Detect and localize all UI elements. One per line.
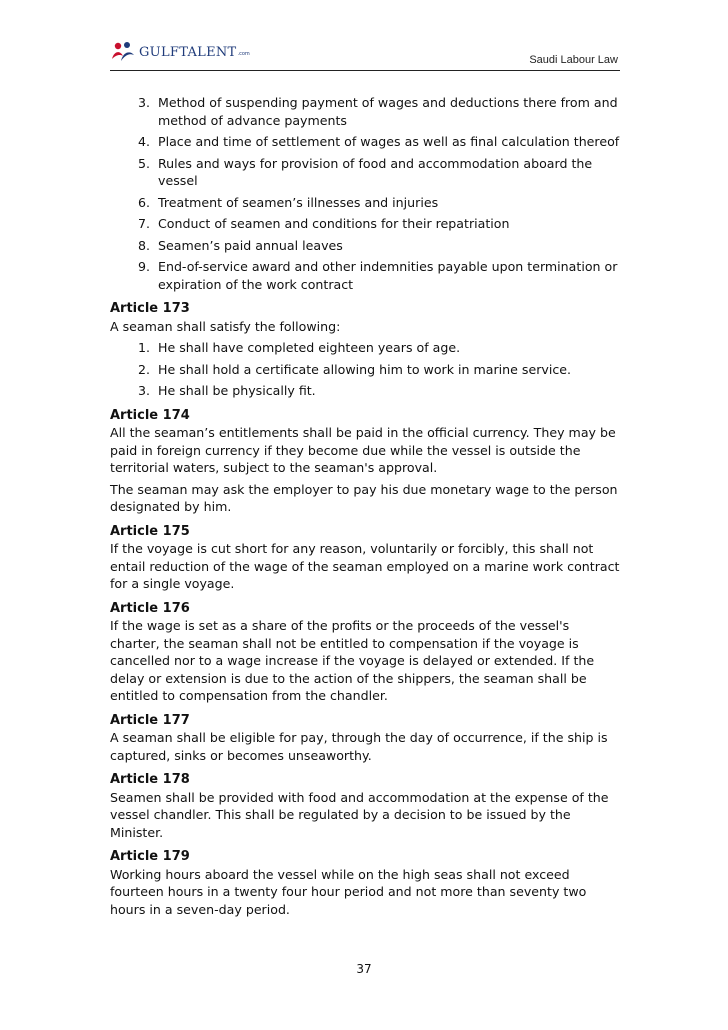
article-title: Article 176	[110, 600, 190, 616]
article-173	[110, 300, 622, 400]
article-title: Article 178	[110, 772, 190, 787]
list-item: 2. He shall hold a certificate allowing him to work in marine service.	[154, 361, 622, 379]
logo-wordmark: GULFTALENT	[139, 44, 237, 60]
article-176	[110, 600, 622, 705]
logo-suffix: .com	[237, 51, 250, 57]
list-item: 6. Treatment of seamen’s illnesses and injuries	[154, 194, 622, 212]
document-title: Saudi Labour Law	[529, 54, 618, 66]
article-title: Article 174	[110, 407, 190, 423]
list-item: 1. He shall have completed eighteen years of age.	[154, 339, 622, 357]
article-title: Article 173	[110, 301, 190, 316]
article-list	[110, 339, 622, 400]
article-paragraph: A seaman shall be eligible for pay, through the day of occurrence, if the ship is captured, sinks or becomes unseaworthy.	[110, 730, 608, 763]
article-paragraph: All the seaman’s entitlements shall be paid in the official currency. They may be paid in foreign currency if they become due while the vessel is outside the territorial waters, subject to the seaman's approval.	[110, 425, 616, 475]
article-paragraph: If the wage is set as a share of the profits or the proceeds of the vessel's charter, the seaman shall not be entitled to compensation if the voyage is cancelled nor to a wage increase if the voyage is delayed or extended. If the delay or extension is due to the action of the shippers, the seaman shall be entitled to compensation from the chandler.	[110, 618, 595, 703]
article-title: Article 177	[110, 712, 190, 728]
list-item: 4. Place and time of settlement of wages as well as final calculation thereof	[154, 133, 622, 151]
list-item: 3. Method of suspending payment of wages and deductions there from and method of advance payments	[154, 94, 622, 129]
article-paragraph: Seamen shall be provided with food and accommodation at the expense of the vessel chandler. This shall be regulated by a decision to be issued by the Minister.	[110, 789, 609, 840]
intro-list	[110, 94, 622, 293]
gulftalent-logo	[110, 38, 250, 66]
list-item: 3. He shall be physically fit.	[154, 382, 622, 400]
page-number: 37	[356, 962, 372, 976]
page-header	[110, 38, 620, 71]
list-item: 7. Conduct of seamen and conditions for their repatriation	[154, 215, 622, 233]
article-paragraph: If the voyage is cut short for any reason, voluntarily or forcibly, this shall not entail reduction of the wage of the seaman employed on a marine work contract for a single voyage.	[110, 541, 620, 591]
article-175	[110, 523, 622, 593]
article-paragraph: Working hours aboard the vessel while on the high seas shall not exceed fourteen hours in a twenty four hour period and not more than seventy two hours in a seven-day period.	[110, 866, 587, 917]
people-logo-icon	[110, 39, 136, 65]
article-178	[110, 771, 622, 841]
article-177	[110, 712, 622, 765]
article-title: Article 175	[110, 523, 190, 539]
list-item: 5. Rules and ways for provision of food and accommodation aboard the vessel	[154, 155, 622, 190]
article-179	[110, 848, 622, 918]
list-item: 8. Seamen’s paid annual leaves	[154, 237, 622, 255]
article-174	[110, 407, 622, 516]
document-body	[110, 94, 622, 922]
article-paragraph: A seaman shall satisfy the following:	[110, 318, 341, 334]
list-item: 9. End-of-service award and other indemnities payable upon termination or expiration of the work contract	[154, 258, 622, 293]
article-title: Article 179	[110, 849, 190, 864]
article-paragraph: The seaman may ask the employer to pay his due monetary wage to the person designated by him.	[110, 481, 618, 514]
